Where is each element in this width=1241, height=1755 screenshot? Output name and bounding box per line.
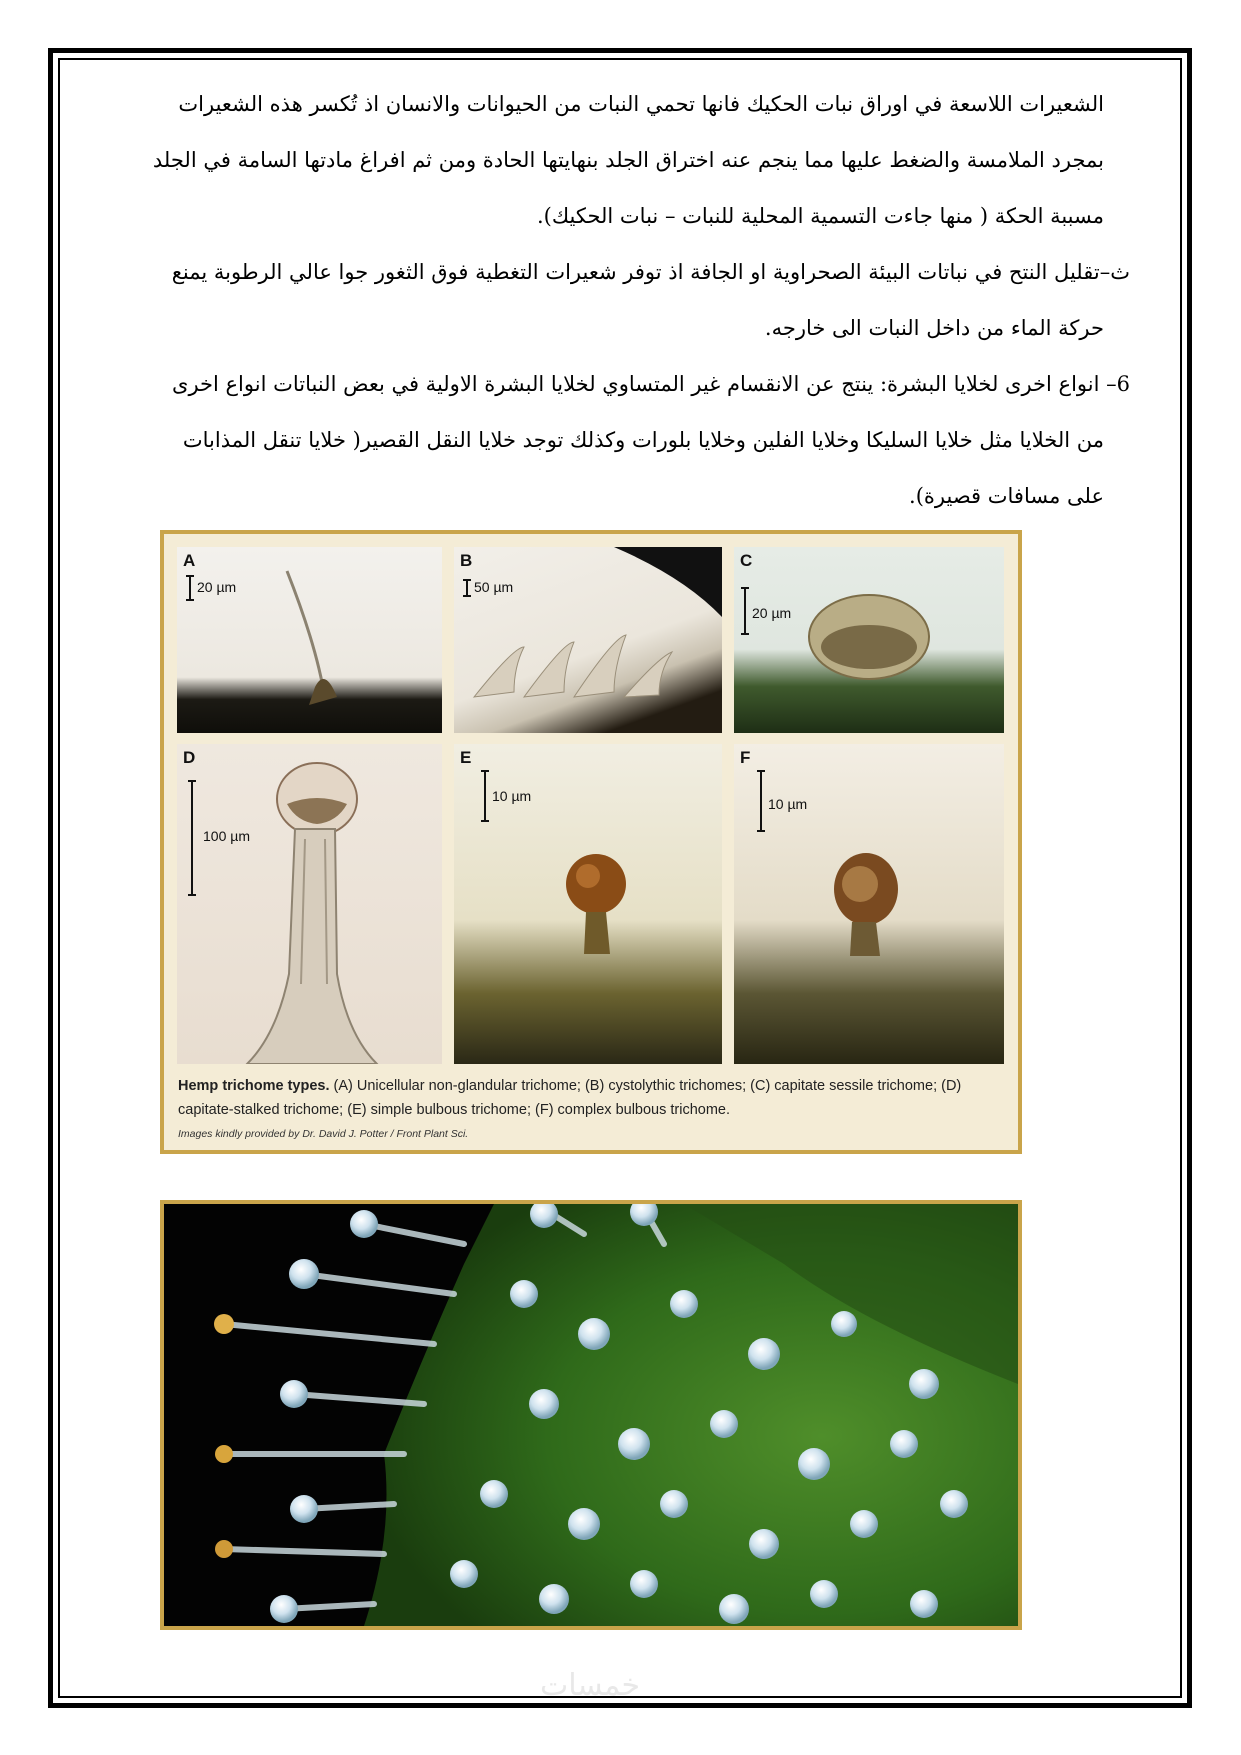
paragraph-line: حركة الماء من داخل النبات الى خارجه.: [764, 316, 1104, 340]
scale-bar: [189, 575, 197, 601]
scale-bar: [466, 579, 474, 597]
panel-letter: E: [460, 748, 472, 767]
paragraph-line: 6– انواع اخرى لخلايا البشرة: ينتج عن الانقسام غير المتساوي لخلايا البشرة الاولية في بعض النباتات انواع اخرى: [172, 372, 1130, 396]
panel-c: [734, 547, 1004, 733]
panel-f: [734, 744, 1004, 1064]
trichome-figure: [160, 530, 1022, 1154]
scale-bar: [484, 770, 492, 822]
figure-caption: [178, 1074, 1008, 1122]
paragraph-line: من الخلايا مثل خلايا السليكا وخلايا الفلين وخلايا بلورات وكذلك توجد خلايا النقل القصير( خلايا تنقل المذابات: [182, 428, 1104, 452]
trichome-spike-image: [177, 547, 442, 733]
panel-letter: D: [183, 748, 196, 767]
scale-bar: [744, 587, 752, 635]
macro-photo-image: [164, 1204, 1018, 1626]
scale-label: 10 µm: [768, 796, 808, 812]
scale-bar: [191, 780, 199, 896]
caption-text: (A) Unicellular non-glandular trichome; (B) cystolythic trichomes; (C) capitate sessile trichome; (D) capitate-stalked trichome; (E) simple bulbous trichome; (F) complex bulbous trichome.: [178, 1078, 962, 1118]
panel-a: [177, 547, 442, 733]
trichome-macro-photo: [160, 1200, 1022, 1630]
paragraph-line: الشعيرات اللاسعة في اوراق نبات الحكيك فانها تحمي النبات من الحيوانات والانسان اذ تُكسر هذه الشعيرات: [178, 92, 1104, 116]
scale-bar: [760, 770, 768, 832]
body-text: [76, 76, 1130, 524]
panel-letter: B: [460, 551, 473, 570]
panel-e: [454, 744, 722, 1064]
scale-label: 20 µm: [197, 579, 237, 595]
figure-credit: Images kindly provided by Dr. David J. Potter / Front Plant Sci.: [178, 1128, 469, 1140]
paragraph-line: ث–تقليل النتح في نباتات البيئة الصحراوية او الجافة اذ توفر شعيرات التغطية فوق الثغور جوا عالي الرطوبة يمنع: [171, 260, 1130, 284]
watermark-logo: خمسات: [540, 1668, 641, 1703]
panel-b: [454, 547, 722, 733]
complex-bulbous-image: [734, 744, 1004, 1064]
paragraph-line: على مسافات قصيرة).: [909, 484, 1104, 508]
capitate-sessile-image: [734, 547, 1004, 733]
scale-label: 50 µm: [474, 579, 514, 595]
scale-label: 10 µm: [492, 788, 532, 804]
panel-d: [177, 744, 442, 1064]
paragraph-line: مسببة الحكة ( منها جاءت التسمية المحلية للنبات – نبات الحكيك).: [536, 204, 1104, 228]
capitate-stalked-image: [177, 744, 442, 1064]
scale-label: 100 µm: [203, 828, 250, 844]
paragraph-line: بمجرد الملامسة والضغط عليها مما ينجم عنه اختراق الجلد بنهايتها الحادة ومن ثم افراغ مادتها السامة في الجلد: [152, 148, 1104, 172]
scale-label: 20 µm: [752, 605, 792, 621]
caption-title: Hemp trichome types.: [178, 1078, 330, 1094]
panel-letter: C: [740, 551, 753, 570]
cystolythic-trichomes-image: [454, 547, 722, 733]
panel-letter: A: [183, 551, 196, 570]
panel-letter: F: [740, 748, 751, 767]
